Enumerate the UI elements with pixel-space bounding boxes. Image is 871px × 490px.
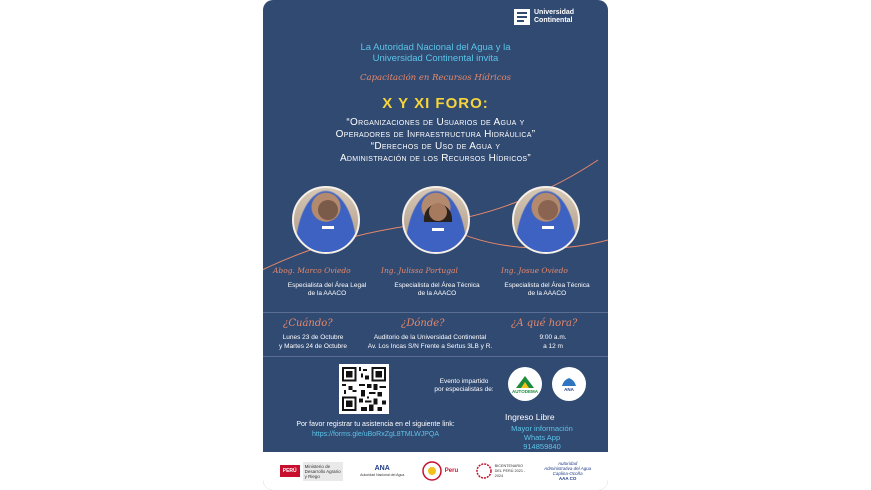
- topic-line-4: Administración de los Recursos Hídricos”: [339, 153, 532, 164]
- speaker-name-1: Abog. Marco Oviedo: [273, 266, 351, 275]
- ministry-logo: PERÚ Ministerio de Desarrollo Agrario y Riego: [280, 462, 343, 481]
- event-by-label: Evento impartido por especialistas de:: [434, 378, 494, 393]
- university-logo-text: Universidad Continental: [534, 9, 575, 24]
- registration-link[interactable]: https://forms.gle/uBoRxZgL8TMLWJPQA: [311, 431, 440, 438]
- speaker-role-3: Especialista del Área Técnica de la AAACO: [504, 282, 590, 297]
- qr-code-icon: [342, 367, 386, 411]
- water-drop-icon: [560, 377, 578, 387]
- event-poster: [263, 0, 608, 490]
- divider-bottom: [263, 356, 608, 357]
- peru-brand-icon: [422, 461, 442, 481]
- person-icon: [514, 188, 580, 254]
- intro-line-2: Universidad Continental invita: [372, 53, 499, 64]
- university-logo-icon: [514, 9, 530, 25]
- ana-footer-logo: ANA Autoridad Nacional del Agua: [360, 464, 405, 477]
- when-heading: ¿Cuándo?: [283, 318, 333, 329]
- university-logo: [514, 9, 586, 25]
- speaker-photo-2: [402, 186, 470, 254]
- person-icon: [404, 188, 470, 254]
- peru-brand-logo: Peru: [422, 461, 458, 481]
- time-heading: ¿A qué hora?: [511, 318, 578, 329]
- topic-line-2: Operadores de Infraestructura Hidráulica”: [335, 129, 536, 140]
- ana-logo: ANA: [552, 367, 586, 401]
- event-subtitle: Capacitación en Recursos Hídricos: [360, 73, 511, 83]
- person-icon: [294, 188, 360, 254]
- aaa-logo: Autoridad Administrativa del Agua Caplina-Ocoña AAA CO: [544, 461, 592, 481]
- topic-line-3: “Derechos de Uso de Agua y: [370, 141, 501, 152]
- free-entry-label: Ingreso Libre: [505, 412, 555, 422]
- registration-text: Por favor registrar tu asistencia en el siguiente link:: [296, 421, 455, 428]
- qr-code[interactable]: [339, 364, 389, 414]
- speaker-name-3: Ing. Josue Oviedo: [501, 266, 568, 275]
- time-details: 9:00 a.m. a 12 m: [539, 334, 567, 350]
- where-details: Auditorio de la Universidad Continental Av. Los Incas S/N Frente a Sertus 3LB y R.: [367, 334, 493, 350]
- where-heading: ¿Dónde?: [401, 318, 445, 329]
- when-details: Lunes 23 de Octubre y Martes 24 de Octubre: [279, 334, 347, 350]
- topic-line-1: “Organizaciones de Usuarios de Agua y: [346, 117, 525, 128]
- speaker-photo-1: [292, 186, 360, 254]
- mountain-icon: [515, 375, 535, 389]
- bicentenario-logo: BICENTENARIO DEL PERÚ 2021 - 2024: [476, 463, 527, 479]
- event-title: X Y XI FORO:: [382, 95, 489, 112]
- bicentenario-icon: [476, 463, 492, 479]
- intro-line-1: La Autoridad Nacional del Agua y la: [360, 42, 511, 53]
- autodema-logo: AUTODEMA: [508, 367, 542, 401]
- divider-top: [263, 312, 608, 313]
- speaker-role-2: Especialista del Área Técnica de la AAACO: [394, 282, 480, 297]
- footer-logos: [263, 452, 608, 490]
- speaker-photo-3: [512, 186, 580, 254]
- speaker-name-2: Ing. Julissa Portugal: [381, 266, 458, 275]
- speaker-role-1: Especialista del Área Legal de la AAACO: [287, 282, 367, 297]
- contact-info: Mayor información Whats App 914859840: [511, 424, 573, 451]
